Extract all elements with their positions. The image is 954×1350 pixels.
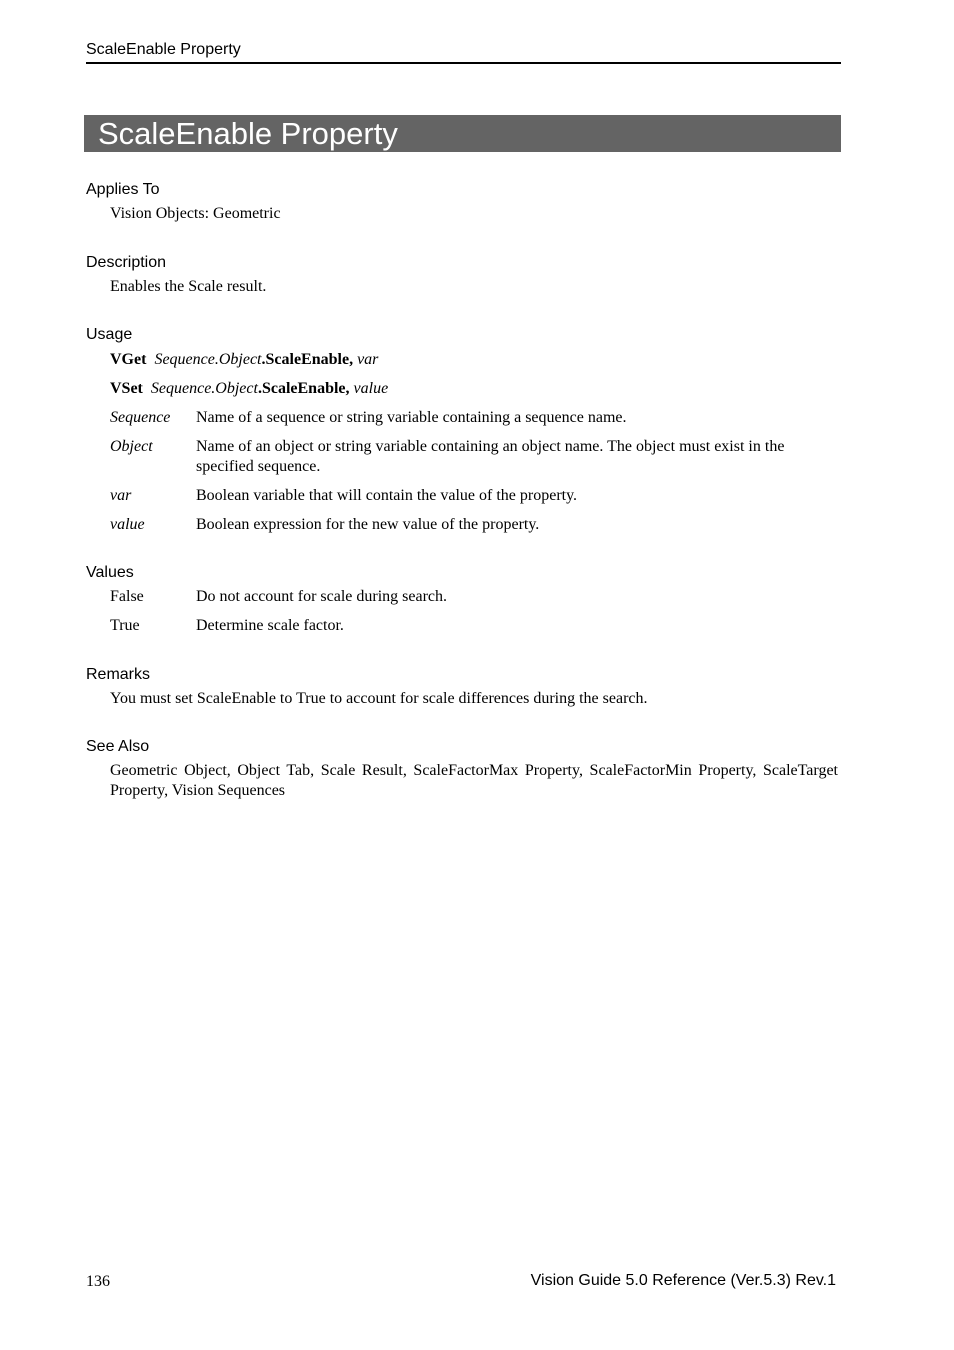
remarks-heading: Remarks	[86, 666, 151, 683]
usage-vset-syntax	[110, 379, 388, 399]
page-number: 136	[86, 1273, 110, 1290]
usage-vget-syntax	[110, 350, 378, 370]
applies-to-text: Vision Objects: Geometric	[110, 205, 281, 222]
param-def-value: Boolean expression for the new value of the property.	[196, 516, 540, 533]
remarks-text: You must set ScaleEnable to True to account for scale differences during the search.	[110, 690, 648, 707]
vset-sequence-object: Sequence.Object	[150, 380, 258, 397]
vset-command: VSet	[110, 380, 143, 397]
value-def-false: Do not account for scale during search.	[196, 588, 448, 605]
vget-argument: var	[357, 351, 379, 368]
usage-heading: Usage	[86, 326, 133, 343]
value-term-false: False	[110, 588, 144, 605]
param-def-sequence: Name of a sequence or string variable containing a sequence name.	[196, 409, 627, 426]
vset-property: .ScaleEnable,	[257, 380, 350, 397]
param-def-var: Boolean variable that will contain the value of the property.	[196, 487, 578, 504]
param-term-sequence: Sequence	[110, 409, 171, 426]
value-term-true: True	[110, 617, 140, 634]
applies-to-heading: Applies To	[86, 181, 160, 198]
vset-argument: value	[353, 380, 389, 397]
vget-property: .ScaleEnable,	[261, 351, 354, 368]
description-text: Enables the Scale result.	[110, 278, 267, 295]
see-also-heading: See Also	[86, 738, 150, 755]
description-heading: Description	[86, 254, 167, 271]
footer-document-title: Vision Guide 5.0 Reference (Ver.5.3) Rev.1	[530, 1272, 836, 1289]
param-term-var: var	[110, 487, 132, 504]
see-also-links: Geometric Object, Object Tab, Scale Result, ScaleFactorMax Property, ScaleFactorMin Property, ScaleTarget Property, Vision Sequences	[110, 762, 838, 799]
param-term-object: Object	[110, 438, 153, 455]
running-header: ScaleEnable Property	[86, 40, 841, 64]
value-def-true: Determine scale factor.	[196, 617, 344, 634]
values-heading: Values	[86, 564, 134, 581]
param-def-object: Name of an object or string variable containing an object name. The object must exist in the specified sequence.	[196, 438, 785, 475]
vget-sequence-object: Sequence.Object	[154, 351, 262, 368]
param-term-value: value	[110, 516, 145, 533]
vget-command: VGet	[110, 351, 147, 368]
page-title: ScaleEnable Property	[84, 115, 841, 152]
